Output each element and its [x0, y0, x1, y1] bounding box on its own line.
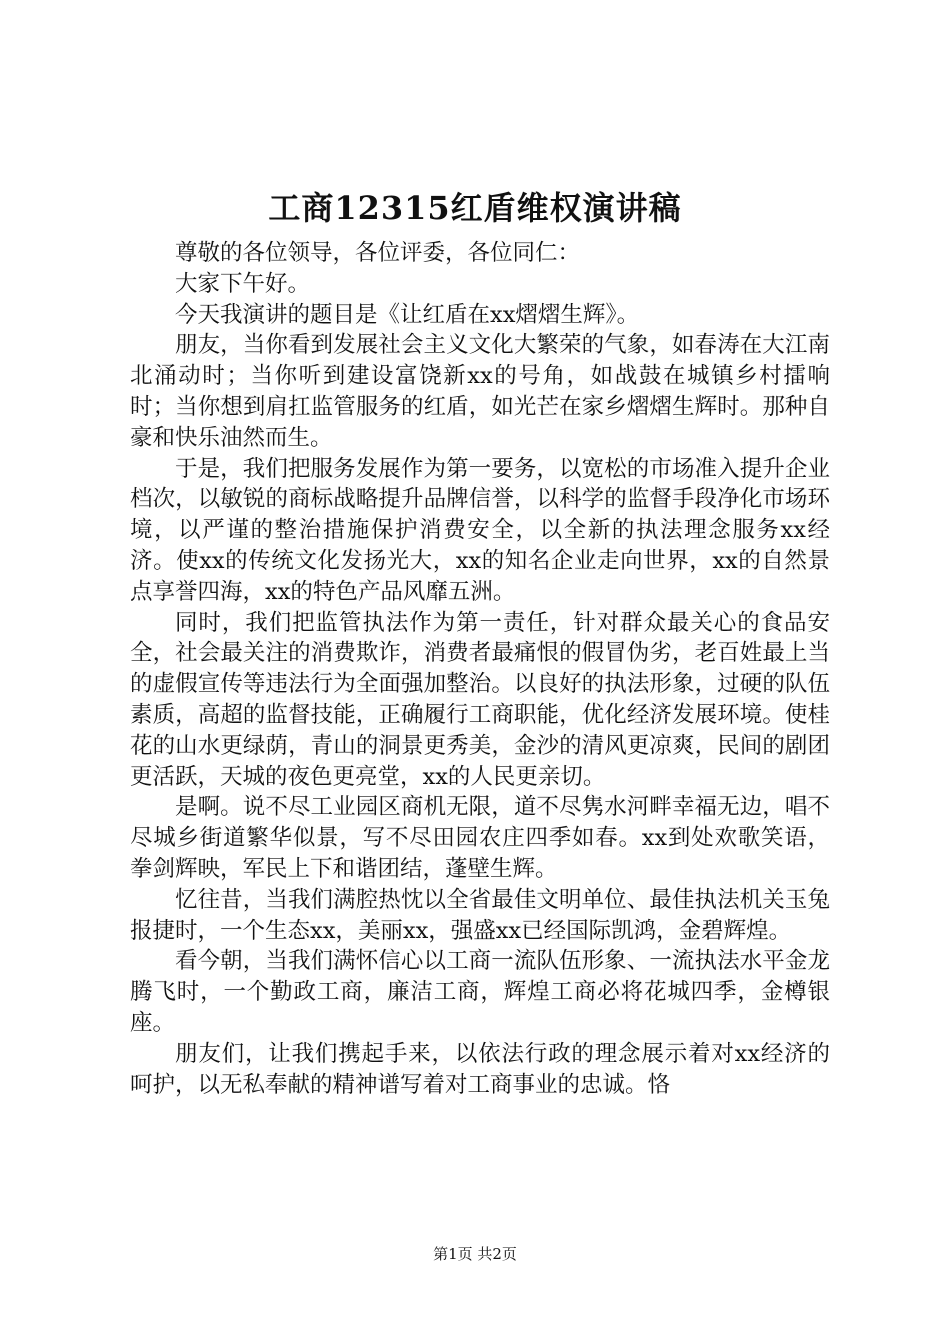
document-body [130, 238, 830, 1100]
paragraph-salutation: 尊敬的各位领导，各位评委，各位同仁： [175, 240, 581, 266]
paragraph: 于是，我们把服务发展作为第一要务，以宽松的市场准入提升企业档次，以敏锐的商标战略提升品牌信誉，以科学的监督手段净化市场环境，以严谨的整治措施保护消费安全，以全新的执法理念服务xx经济。使xx的传统文化发扬光大，xx的知名企业走向世界，xx的自然景点享誉四海，xx的特色产品风靡五洲。 [130, 455, 830, 605]
paragraph: 是啊。说不尽工业园区商机无限，道不尽隽水河畔幸福无边，唱不尽城乡街道繁华似景，写不尽田园农庄四季如春。xx到处欢歌笑语，拳剑辉映，军民上下和谐团结，蓬壁生辉。 [130, 794, 830, 882]
paragraph: 朋友们，让我们携起手来，以依法行政的理念展示着对xx经济的呵护，以无私奉献的精神谱写着对工商事业的忠诚。恪 [130, 1040, 830, 1098]
page-number-footer: 第1页 共2页 [433, 1245, 517, 1263]
paragraph-greeting: 大家下午好。 [175, 270, 311, 297]
paragraph-topic: 今天我演讲的题目是《让红盾在xx熠熠生辉》。 [175, 301, 640, 328]
paragraph: 看今朝，当我们满怀信心以工商一流队伍形象、一流执法水平金龙腾飞时，一个勤政工商，廉洁工商，辉煌工商必将花城四季，金樽银座。 [130, 948, 830, 1036]
paragraph: 朋友，当你看到发展社会主义文化大繁荣的气象，如春涛在大江南北涌动时；当你听到建设富饶新xx的号角，如战鼓在城镇乡村擂响时；当你想到肩扛监管服务的红盾，如光芒在家乡熠熠生辉时。那种自豪和快乐油然而生。 [130, 332, 830, 451]
document-title: 工商12315红盾维权演讲稿 [268, 189, 682, 227]
paragraph: 同时，我们把监管执法作为第一责任，针对群众最关心的食品安全，社会最关注的消费欺诈，消费者最痛恨的假冒伪劣，老百姓最上当的虚假宣传等违法行为全面强加整治。以良好的执法形象，过硬的队伍素质，高超的监督技能，正确履行工商职能，优化经济发展环境。使桂花的山水更绿荫，青山的洞景更秀美，金沙的清风更凉爽，民间的剧团更活跃，天城的夜色更亮堂，xx的人民更亲切。 [130, 609, 830, 790]
paragraph: 忆往昔，当我们满腔热忱以全省最佳文明单位、最佳执法机关玉兔报捷时，一个生态xx，美丽xx，强盛xx已经国际凯鸿，金碧辉煌。 [130, 886, 830, 944]
